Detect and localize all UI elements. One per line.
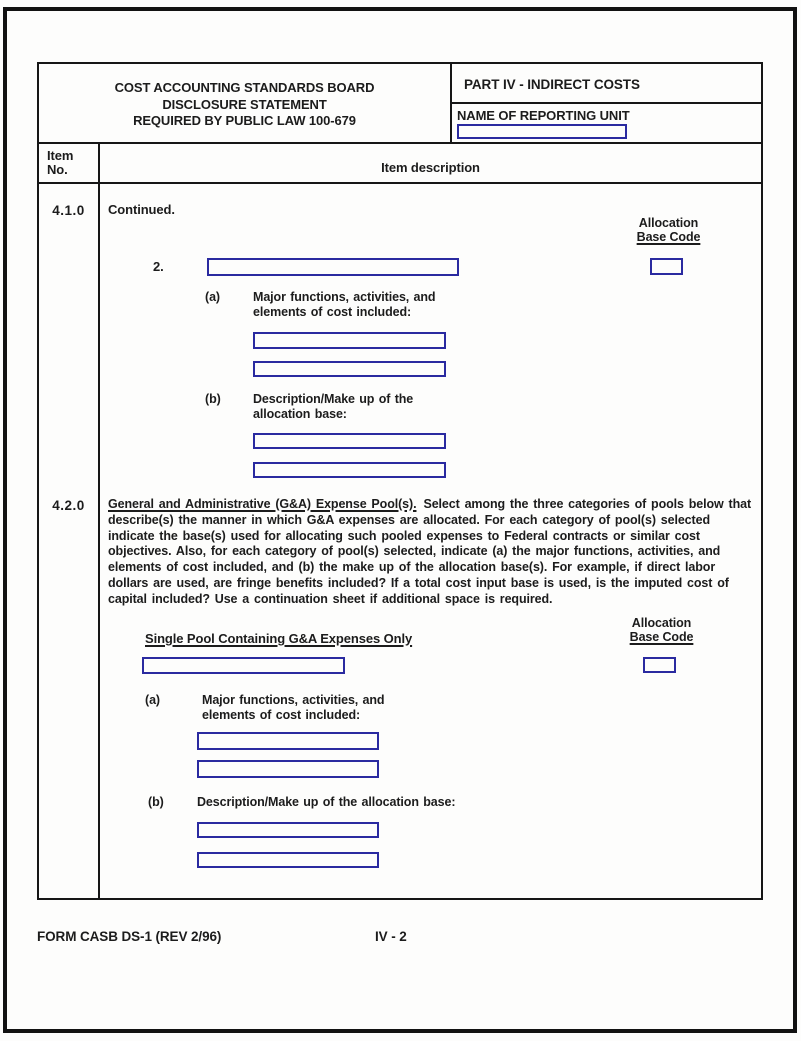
section-4-1-0-sub-a-field-2[interactable] — [253, 361, 446, 377]
sub-a-text-line1: Major functions, activities, and — [202, 693, 385, 707]
section-4-2-0-pool-name-input[interactable] — [142, 657, 345, 674]
sub-a-text-line2: elements of cost included: — [253, 304, 412, 319]
section-4-2-0-sub-b-text: Description/Make up of the allocation base: — [197, 795, 456, 809]
section-4-2-0-sub-a-field-1[interactable] — [197, 732, 379, 750]
section-4-2-0-item-no: 4.2.0 — [52, 498, 85, 513]
item-description-column-header: Item description — [381, 160, 480, 175]
allocation-label-line2: Base Code — [636, 230, 701, 244]
section-4-2-0-base-code-input[interactable] — [643, 657, 676, 673]
section-4-1-0-pool-name-input[interactable] — [207, 258, 459, 276]
sub-a-text-line1: Major functions, activities, and — [253, 290, 436, 304]
allocation-label-line2: Base Code — [629, 630, 694, 644]
item-no-column-header — [47, 149, 73, 177]
allocation-label-line1: Allocation — [631, 616, 692, 630]
section-4-1-0-base-code-input[interactable] — [650, 258, 683, 275]
reporting-unit-input[interactable] — [457, 124, 627, 139]
column-header-bottom-divider — [39, 182, 761, 184]
section-4-2-0-instructions-text: Select among the three categories of pools below that describe(s) the manner in which G&A expenses are allocated. For each category of pool(s) selected indicate the base(s) used for allocating such pooled expenses to Federal contracts or similar cost objectives. Also, for each category of pool(s) selected, indicate (a) the major functions, activities, and elements of cost included, and (b) the make up of the allocation base(s). For example, if direct labor dollars are used, are fringe benefits included? If a total cost input base is used, is the imputed cost of capital included? Use a continuation sheet if additional space is required. — [108, 497, 752, 606]
form-title-line2: DISCLOSURE STATEMENT — [162, 96, 327, 112]
sub-a-text-line2: elements of cost included: — [202, 707, 361, 722]
section-4-2-0-instructions — [108, 497, 754, 608]
section-4-2-0-sub-a-label: (a) — [145, 693, 160, 707]
reporting-unit-label: NAME OF REPORTING UNIT — [457, 108, 630, 123]
sub-b-text-line2: allocation base: — [253, 406, 347, 421]
form-title-line3: REQUIRED BY PUBLIC LAW 100-679 — [133, 113, 356, 128]
form-table — [37, 62, 763, 900]
single-pool-heading: Single Pool Containing G&A Expenses Only — [145, 631, 413, 646]
form-title-line1: COST ACCOUNTING STANDARDS BOARD — [114, 80, 375, 95]
page-number-footer: IV - 2 — [375, 929, 407, 944]
item-no-column-header-line2: No. — [47, 162, 68, 177]
section-4-1-0-sub-b-field-2[interactable] — [253, 462, 446, 478]
form-id-footer: FORM CASB DS-1 (REV 2/96) — [37, 929, 222, 944]
part-cell-divider — [450, 102, 761, 104]
section-4-2-0-allocation-base-code-label — [584, 616, 739, 644]
section-4-1-0-sub-b-text — [253, 392, 413, 421]
header-row-divider — [39, 142, 761, 144]
allocation-label-line1: Allocation — [638, 216, 699, 230]
sub-b-text-line1: Description/Make up of the — [253, 392, 414, 406]
item-no-column-divider — [98, 142, 100, 898]
section-4-2-0-sub-b-field-2[interactable] — [197, 852, 379, 868]
section-4-1-0-sub-a-field-1[interactable] — [253, 332, 446, 349]
section-4-2-0-sub-b-label: (b) — [148, 795, 164, 809]
section-4-1-0-allocation-base-code-label — [591, 216, 746, 244]
form-title — [39, 80, 450, 130]
section-4-1-0-sub-b-field-1[interactable] — [253, 433, 446, 449]
section-4-2-0-sub-b-field-1[interactable] — [197, 822, 379, 838]
section-4-2-0-sub-a-text — [202, 693, 384, 722]
section-4-1-0-sub-b-label: (b) — [205, 392, 221, 406]
section-4-1-0-sub-a-text — [253, 290, 435, 319]
section-4-1-0-entry-number: 2. — [153, 259, 164, 274]
section-4-1-0-sub-a-label: (a) — [205, 290, 220, 304]
section-4-2-0-heading: General and Administrative (G&A) Expense Pool(s). — [108, 497, 417, 511]
section-4-2-0-sub-a-field-2[interactable] — [197, 760, 379, 778]
part-title: PART IV - INDIRECT COSTS — [464, 77, 640, 92]
section-4-1-0-item-no: 4.1.0 — [52, 203, 85, 218]
item-no-column-header-line1: Item — [47, 148, 74, 163]
section-4-1-0-continued-label: Continued. — [108, 202, 175, 217]
